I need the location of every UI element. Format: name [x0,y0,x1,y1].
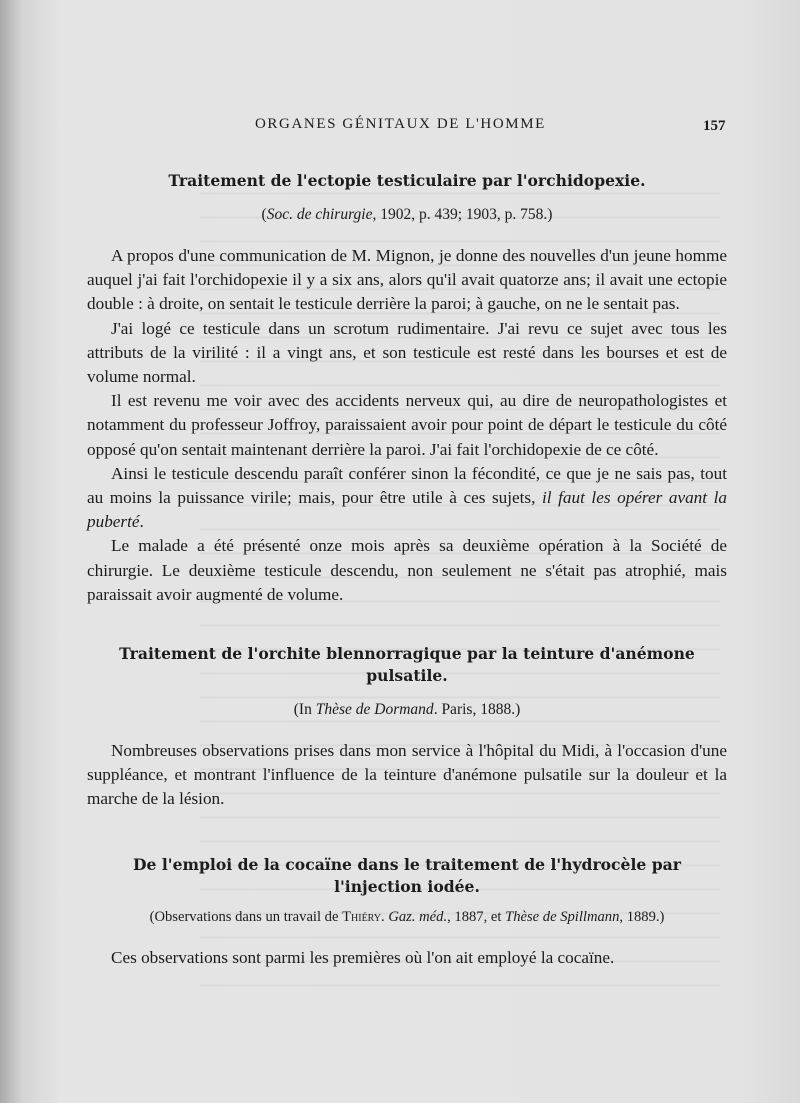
section-source [87,699,727,721]
paragraph: Il est revenu me voir avec des accidents nerveux qui, au dire de neuropathologistes et notamment du professeur Joffroy, paraissaient avoir pour point de départ le testicule du côté opposé qu'on sentait maintenant derrière la paroi. J'ai fait l'orchidopexie de ce côté. [87,391,727,459]
paragraph: J'ai logé ce testicule dans un scrotum rudimentaire. J'ai revu ce sujet avec tous les attributs de la virilité : il a vingt ans, et son testicule est resté dans les bourses et est de volume normal. [87,318,727,387]
paragraph-text: Ainsi le testicule descendu paraît conférer sinon la fécondité, ce que je ne sais pas, tout au moins la puissance virile; mais, pour être utile à ces sujets, [87,463,727,508]
page-content [87,170,727,970]
source-text: (Observations dans un travail de [149,908,343,925]
running-title: ORGANES GÉNITAUX DE L'HOMME [255,116,546,132]
section-title: Traitement de l'orchite blennorragique par la teinture d'anémone pulsatile. [119,644,695,686]
section-cocaine [87,854,727,970]
source-thesis: Thèse de Spillmann [505,908,620,925]
source-thesis: Thèse de Dormand [315,701,434,719]
paragraph [87,462,727,535]
source-details: , 1902, p. 439; 1903, p. 758.) [372,206,553,223]
page-number: 157 [703,118,726,134]
section-title: De l'emploi de la cocaïne dans le traitement de l'hydrocèle par l'injection iodée. [133,854,681,896]
source-text: . [381,908,389,925]
section-orchite [87,643,727,812]
section-title: Traitement de l'ectopie testiculaire par l'orchidopexie. [168,171,646,190]
paragraph: Le malade a été présenté onze mois après sa deuxième opération à la Société de chirurgie. Le deuxième testicule descendu, non seulement ne s'était pas atrophié, mais paraissait avoir augmenté de volume. [87,536,727,604]
source-text: , 1889.) [619,908,665,925]
emphasized-text: il faut les opérer avant la puberté [87,488,727,532]
section-source: (Soc. de chirurgie, 1902, p. 439; 1903, p. 758.) [261,206,553,223]
paragraph: Ces observations sont parmi les premières où l'on ait employé la cocaïne. [111,947,615,967]
source-text: , 1887, et [447,908,506,925]
paragraph: Nombreuses observations prises dans mon service à l'hôpital du Midi, à l'occasion d'une suppléance, et montrant l'influence de la teinture d'anémone pulsatile sur la douleur et la marche de la lésion. [87,741,727,809]
paragraph: A propos d'une communication de M. Mignon, je donne des nouvelles d'un jeune homme auquel j'ai fait l'orchidopexie il y a six ans, alors qu'il avait quatorze ans; il avait une ectopie double : à droite, on sentait le testicule derrière la paroi; à gauche, on ne le sentait pas. [87,246,727,314]
section-source [87,906,727,928]
running-head [0,116,800,138]
source-journal: Gaz. méd. [388,908,448,925]
section-orchidopexie [87,170,727,607]
source-prefix: (In [293,701,316,719]
paragraph-text: . [139,512,144,532]
source-author: Thiéry [342,908,382,925]
source-details: . Paris, 1888.) [433,701,521,719]
source-journal: Soc. de chirurgie [266,206,373,223]
